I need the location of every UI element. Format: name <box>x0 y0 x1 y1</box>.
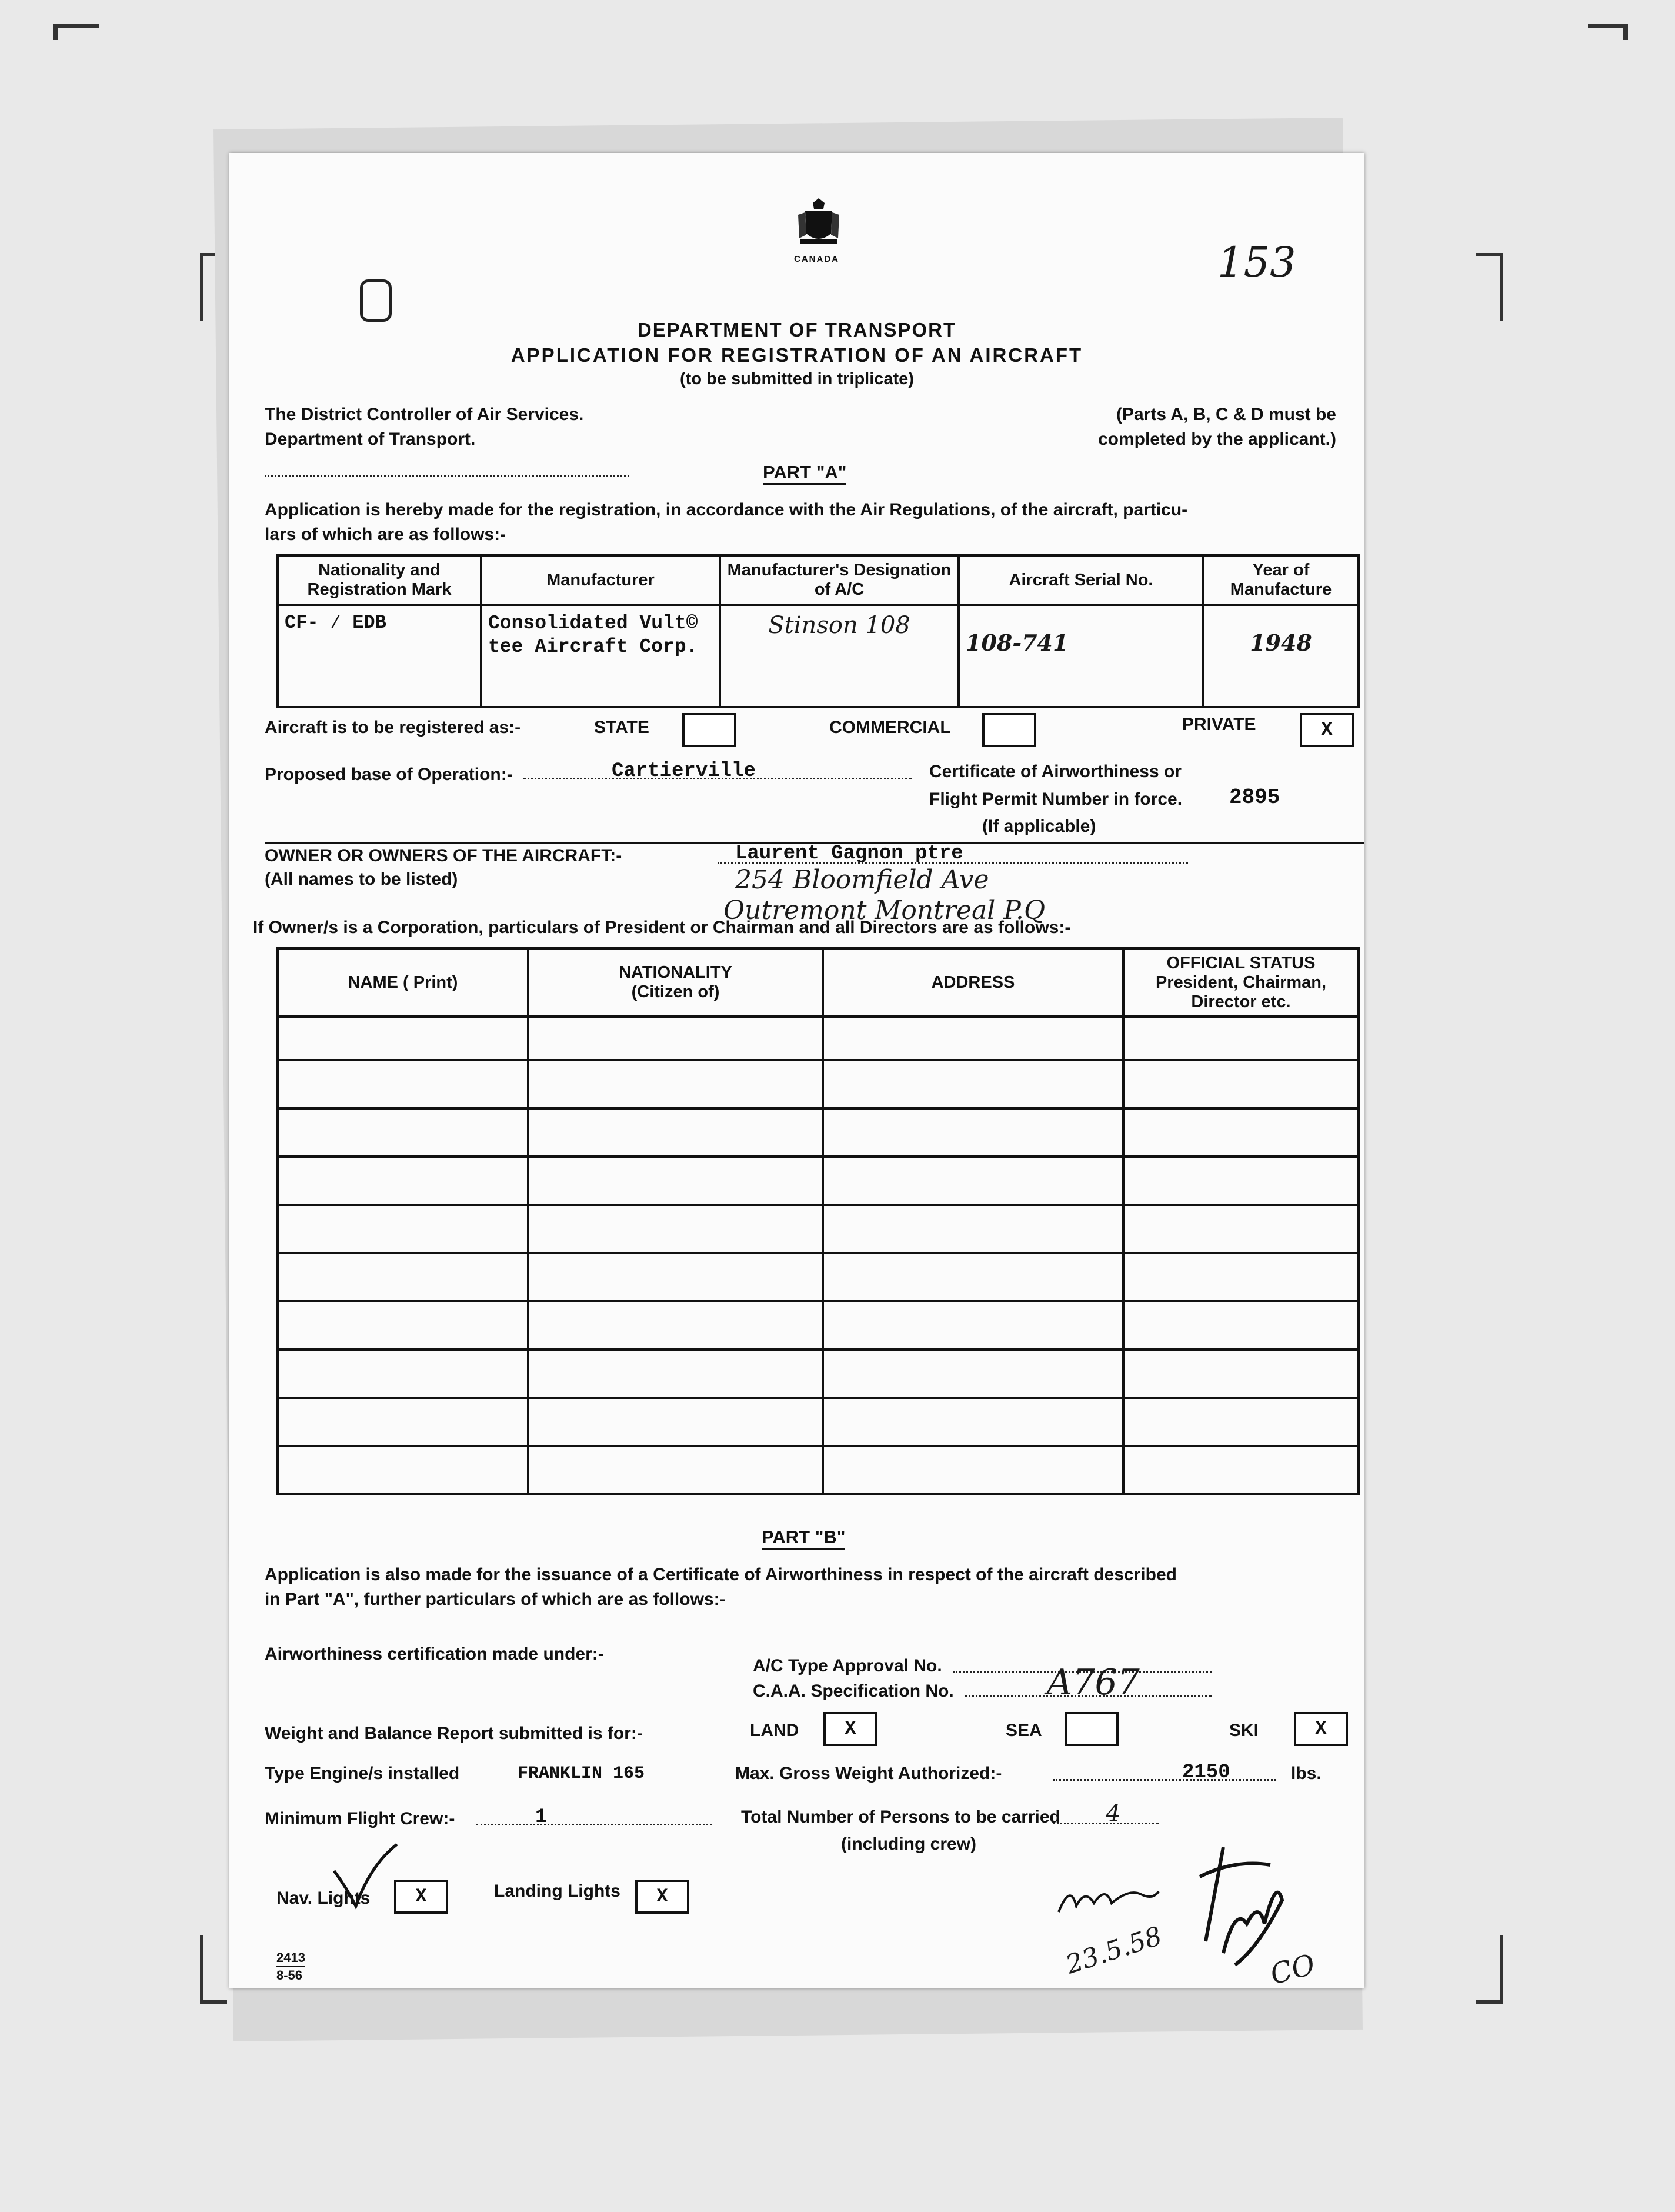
commercial-checkbox[interactable] <box>982 713 1036 747</box>
director-name-cell[interactable] <box>278 1253 528 1301</box>
director-status-cell[interactable] <box>1123 1398 1359 1446</box>
base-value[interactable]: Cartierville <box>612 760 756 782</box>
aircraft-table <box>276 554 1360 708</box>
year-value[interactable]: 1948 <box>1203 605 1359 707</box>
table-row <box>278 1205 1359 1253</box>
private-label: PRIVATE <box>1182 715 1256 734</box>
form-subtitle: (to be submitted in triplicate) <box>680 369 914 388</box>
owner-value[interactable]: Laurent Gagnon ptre <box>735 842 963 865</box>
ski-label: SKI <box>1229 1721 1259 1740</box>
director-status-cell[interactable] <box>1123 1205 1359 1253</box>
parts-note-line1: (Parts A, B, C & D must be <box>1116 405 1336 424</box>
landing-lights-checkbox[interactable]: X <box>635 1880 689 1914</box>
engine-value[interactable]: FRANKLIN 165 <box>518 1764 645 1784</box>
part-a-intro-line1: Application is hereby made for the registration, in accordance with the Air Regulations, of the aircraft, particu- <box>265 500 1188 519</box>
col-name <box>278 948 528 1017</box>
table-row <box>278 1350 1359 1398</box>
table-row <box>278 1157 1359 1205</box>
director-address-cell[interactable] <box>823 1301 1123 1350</box>
manufacturer-value[interactable]: Consolidated Vult© tee Aircraft Corp. <box>481 605 720 707</box>
col-name-label: NAME ( Print) <box>348 972 458 992</box>
gross-value[interactable]: 2150 <box>1182 1761 1230 1784</box>
crop-mark-left-lower <box>200 1936 227 2004</box>
handwritten-initials: CO <box>1267 1948 1319 1991</box>
col-serial: Aircraft Serial No. <box>959 555 1203 605</box>
director-address-cell[interactable] <box>823 1108 1123 1157</box>
nav-lights-label: Nav. Lights <box>276 1888 371 1908</box>
handwritten-file-number: 153 <box>1217 238 1296 287</box>
caa-label: C.A.A. Specification No. <box>753 1681 954 1701</box>
ski-checkbox[interactable]: X <box>1294 1712 1348 1746</box>
director-name-cell[interactable] <box>278 1398 528 1446</box>
part-b-heading: PART "B" <box>762 1527 845 1550</box>
director-status-cell[interactable] <box>1123 1017 1359 1060</box>
crew-dots <box>476 1824 712 1825</box>
director-nationality-cell[interactable] <box>528 1108 823 1157</box>
col-nationality <box>528 948 823 1017</box>
registration-value[interactable]: CF- ∕ EDB <box>278 605 481 707</box>
director-nationality-cell[interactable] <box>528 1060 823 1108</box>
director-address-cell[interactable] <box>823 1398 1123 1446</box>
table-row <box>278 1253 1359 1301</box>
director-name-cell[interactable] <box>278 1017 528 1060</box>
type-approval-label: A/C Type Approval No. <box>753 1656 942 1675</box>
director-status-cell[interactable] <box>1123 1060 1359 1108</box>
gross-dots <box>1053 1779 1276 1781</box>
col-manufacturer: Manufacturer <box>481 555 720 605</box>
table-row <box>278 1398 1359 1446</box>
crew-value[interactable]: 1 <box>535 1806 548 1828</box>
col-nationality-label: NATIONALITY <box>619 963 732 982</box>
sea-checkbox[interactable] <box>1065 1712 1119 1746</box>
caa-value[interactable]: A767 <box>1047 1662 1140 1703</box>
engine-label: Type Engine/s installed <box>265 1764 460 1783</box>
director-nationality-cell[interactable] <box>528 1350 823 1398</box>
corporation-instructions: If Owner/s is a Corporation, particulars of President or Chairman and all Directors are as follows:- <box>253 918 1071 937</box>
directors-table <box>276 947 1360 1495</box>
blank-line <box>265 475 629 477</box>
director-name-cell[interactable] <box>278 1301 528 1350</box>
col-status-label: OFFICIAL STATUS <box>1166 953 1316 972</box>
crop-mark-right-lower <box>1476 1936 1503 2004</box>
form-title: APPLICATION FOR REGISTRATION OF AN AIRCRAFT <box>510 344 1083 366</box>
crop-mark-top-left <box>53 24 99 40</box>
director-name-cell[interactable] <box>278 1060 528 1108</box>
director-address-cell[interactable] <box>823 1253 1123 1301</box>
state-label: STATE <box>594 718 649 737</box>
crop-mark-top-right <box>1588 24 1628 40</box>
handwritten-date: 23.5.58 <box>1062 1921 1166 1980</box>
check-mark-icon <box>329 1841 400 1912</box>
punch-mark <box>360 279 392 322</box>
owner-address-line2[interactable]: Outremont Montreal P.Q <box>723 895 1046 925</box>
register-as-label: Aircraft is to be registered as:- <box>265 718 521 737</box>
table-row <box>278 1108 1359 1157</box>
director-status-cell[interactable] <box>1123 1446 1359 1494</box>
table-row <box>278 1060 1359 1108</box>
cert-made-label: Airworthiness certification made under:- <box>265 1644 604 1664</box>
part-a-intro-line2: lars of which are as follows:- <box>265 525 506 544</box>
parts-note-line2: completed by the applicant.) <box>1097 429 1336 449</box>
crew-label: Minimum Flight Crew:- <box>265 1809 455 1828</box>
director-address-cell[interactable] <box>823 1017 1123 1060</box>
col-address <box>823 948 1123 1017</box>
table-row <box>278 605 1359 707</box>
form-date: 8-56 <box>276 1968 303 1983</box>
coat-of-arms-icon <box>792 197 845 253</box>
col-year: Year of Manufacture <box>1203 555 1359 605</box>
addressee-line1: The District Controller of Air Services. <box>265 405 584 424</box>
form-number: 2413 <box>276 1950 305 1967</box>
director-name-cell[interactable] <box>278 1108 528 1157</box>
director-nationality-cell[interactable] <box>528 1301 823 1350</box>
table-row <box>278 1446 1359 1494</box>
commercial-label: COMMERCIAL <box>829 718 951 737</box>
cert-label-line2: Flight Permit Number in force. <box>929 789 1183 809</box>
land-label: LAND <box>750 1721 799 1740</box>
director-status-cell[interactable] <box>1123 1157 1359 1205</box>
director-name-cell[interactable] <box>278 1446 528 1494</box>
director-nationality-cell[interactable] <box>528 1253 823 1301</box>
weight-label: Weight and Balance Report submitted is for:- <box>265 1724 643 1743</box>
director-nationality-cell[interactable] <box>528 1157 823 1205</box>
crop-mark-right-upper <box>1476 253 1503 321</box>
director-nationality-cell[interactable] <box>528 1017 823 1060</box>
state-checkbox[interactable] <box>682 713 736 747</box>
director-name-cell[interactable] <box>278 1205 528 1253</box>
cert-label-line1: Certificate of Airworthiness or <box>929 762 1182 781</box>
col-address-label: ADDRESS <box>931 972 1015 992</box>
gross-unit: lbs. <box>1291 1764 1322 1783</box>
nav-lights-checkbox[interactable]: X <box>394 1880 448 1914</box>
department-title: DEPARTMENT OF TRANSPORT <box>637 319 957 341</box>
director-status-cell[interactable] <box>1123 1301 1359 1350</box>
col-registration: Nationality and Registration Mark <box>278 555 481 605</box>
cert-value[interactable]: 2895 <box>1229 785 1280 809</box>
persons-note: (including crew) <box>841 1834 977 1854</box>
part-b-intro-line2: in Part "A", further particulars of which are as follows:- <box>265 1590 726 1609</box>
owner-label: OWNER OR OWNERS OF THE AIRCRAFT:- <box>265 846 622 865</box>
land-checkbox[interactable]: X <box>823 1712 877 1746</box>
table-row <box>278 1301 1359 1350</box>
director-status-cell[interactable] <box>1123 1253 1359 1301</box>
form-page <box>229 153 1364 1991</box>
director-address-cell[interactable] <box>823 1350 1123 1398</box>
col-status-sub1: President, Chairman, <box>1155 972 1327 992</box>
landing-lights-label: Landing Lights <box>494 1881 620 1901</box>
private-checkbox[interactable]: X <box>1300 713 1354 747</box>
cert-label-line3: (If applicable) <box>982 817 1096 836</box>
table-row <box>278 1017 1359 1060</box>
base-label: Proposed base of Operation:- <box>265 765 513 784</box>
persons-label: Total Number of Persons to be carried <box>741 1807 1060 1827</box>
director-address-cell[interactable] <box>823 1157 1123 1205</box>
director-status-cell[interactable] <box>1123 1108 1359 1157</box>
director-nationality-cell[interactable] <box>528 1446 823 1494</box>
director-address-cell[interactable] <box>823 1446 1123 1494</box>
serial-value[interactable]: 108-741 <box>959 605 1203 707</box>
col-status <box>1123 948 1359 1017</box>
part-b-intro-line1: Application is also made for the issuance of a Certificate of Airworthiness in respect of the aircraft described <box>265 1565 1177 1584</box>
designation-value[interactable]: Stinson 108 <box>720 605 959 707</box>
col-status-sub2: Director etc. <box>1191 992 1291 1011</box>
owner-note: (All names to be listed) <box>265 870 458 889</box>
owner-address-line1[interactable]: 254 Bloomfield Ave <box>735 865 989 895</box>
director-name-cell[interactable] <box>278 1157 528 1205</box>
sea-label: SEA <box>1006 1721 1042 1740</box>
director-nationality-cell[interactable] <box>528 1205 823 1253</box>
col-designation: Manufacturer's Designation of A/C <box>720 555 959 605</box>
director-nationality-cell[interactable] <box>528 1398 823 1446</box>
director-status-cell[interactable] <box>1123 1350 1359 1398</box>
gross-label: Max. Gross Weight Authorized:- <box>735 1764 1002 1783</box>
director-name-cell[interactable] <box>278 1350 528 1398</box>
addressee-line2: Department of Transport. <box>265 429 476 449</box>
part-a-heading: PART "A" <box>763 462 846 485</box>
director-address-cell[interactable] <box>823 1205 1123 1253</box>
persons-value[interactable]: 4 <box>1106 1800 1121 1827</box>
col-nationality-sub: (Citizen of) <box>631 982 720 1001</box>
crest-caption: CANADA <box>794 254 839 264</box>
director-address-cell[interactable] <box>823 1060 1123 1108</box>
